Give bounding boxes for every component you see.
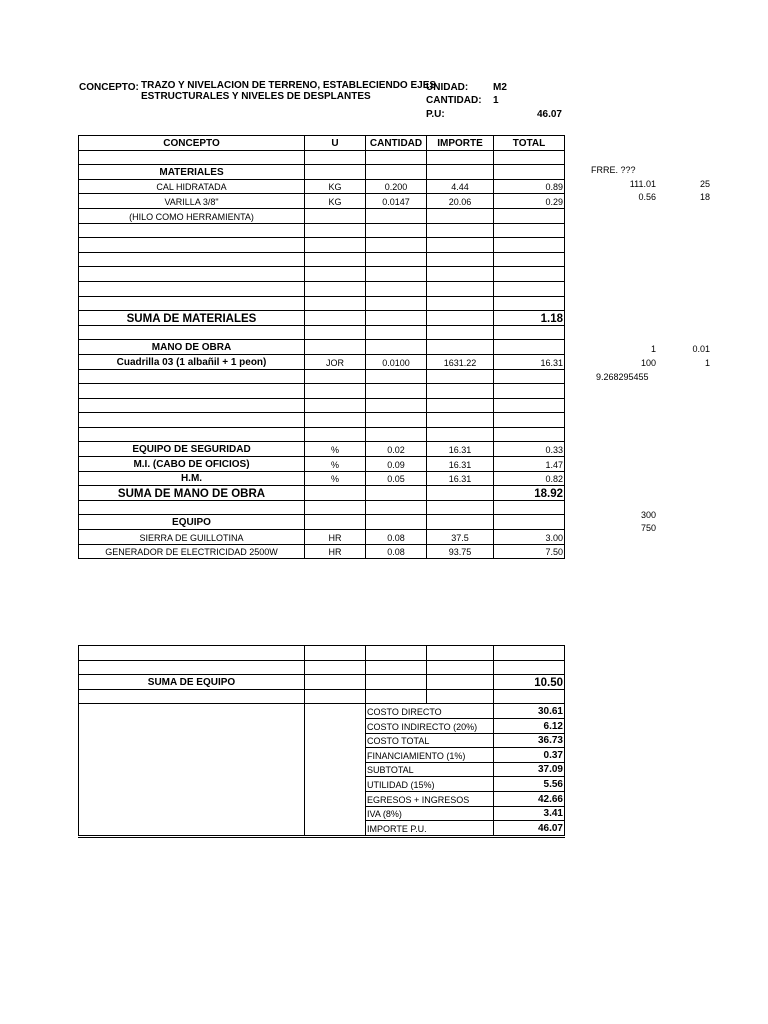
- cell-cantidad: 0.09: [366, 457, 427, 472]
- col-header-cantidad: CANTIDAD: [366, 136, 427, 151]
- side-note-frre: FRRE. ???: [591, 165, 636, 175]
- cell-cantidad: 0.05: [366, 471, 427, 486]
- side-note: 25: [699, 179, 710, 189]
- table-row: [79, 252, 565, 267]
- cell-total: 0.89: [494, 179, 565, 194]
- summary-row: [79, 704, 565, 719]
- suma-materiales-value: 1.18: [494, 311, 565, 326]
- suma-materiales-row: [79, 311, 565, 326]
- pu-value: 46.07: [536, 109, 562, 120]
- table-row: [79, 471, 565, 486]
- side-note: 300: [640, 510, 656, 520]
- unidad-label: UNIDAD:: [426, 82, 469, 93]
- cell-concepto: Cuadrilla 03 (1 albañil + 1 peon): [79, 354, 305, 369]
- table-row: [79, 281, 565, 296]
- cell-total: 7.50: [494, 544, 565, 559]
- cell-importe: 37.5: [427, 530, 494, 545]
- suma-equipo-row: [79, 675, 565, 690]
- suma-mano-obra-value: 18.92: [494, 486, 565, 501]
- side-note: 750: [640, 523, 656, 533]
- summary-value: 3.41: [494, 806, 565, 821]
- cell-u: %: [305, 457, 366, 472]
- summary-value: 30.61: [494, 704, 565, 719]
- cell-total: 3.00: [494, 530, 565, 545]
- summary-value: 36.73: [494, 733, 565, 748]
- table-row: [79, 398, 565, 413]
- table-row: [79, 223, 565, 238]
- cell-importe: 4.44: [427, 179, 494, 194]
- side-note: 9.268295455: [596, 372, 649, 382]
- summary-row: [79, 733, 565, 748]
- cell-cantidad: 0.0100: [366, 354, 427, 369]
- summary-row: [79, 821, 565, 837]
- table-row: [79, 238, 565, 253]
- summary-label: IVA (8%): [366, 806, 494, 821]
- table-row: [79, 544, 565, 559]
- cell-u: HR: [305, 530, 366, 545]
- cell-concepto: EQUIPO DE SEGURIDAD: [79, 442, 305, 457]
- summary-table: [78, 645, 565, 838]
- table-header-row: [79, 136, 565, 151]
- col-header-importe: IMPORTE: [427, 136, 494, 151]
- table-row: [79, 500, 565, 515]
- summary-label: SUBTOTAL: [366, 762, 494, 777]
- unidad-value: M2: [493, 82, 507, 93]
- table-row: [79, 325, 565, 340]
- summary-label: COSTO TOTAL: [366, 733, 494, 748]
- cell-total: 16.31: [494, 354, 565, 369]
- table-row: [79, 413, 565, 428]
- suma-equipo-value: 10.50: [494, 675, 565, 690]
- summary-value: 6.12: [494, 718, 565, 733]
- table-row: [79, 354, 565, 369]
- cell-concepto: CAL HIDRATADA: [79, 179, 305, 194]
- side-note: 100: [640, 358, 656, 368]
- mano-obra-title-row: [79, 340, 565, 355]
- side-note: 1: [650, 344, 656, 354]
- cell-cantidad: 0.0147: [366, 194, 427, 209]
- summary-row: [79, 777, 565, 792]
- col-header-total: TOTAL: [494, 136, 565, 151]
- summary-row: [79, 791, 565, 806]
- cell-u: %: [305, 471, 366, 486]
- section-title-equipo: EQUIPO: [79, 515, 305, 530]
- summary-label: FINANCIAMIENTO (1%): [366, 748, 494, 763]
- summary-value: 5.56: [494, 777, 565, 792]
- table-row: [79, 296, 565, 311]
- summary-value: 42.66: [494, 791, 565, 806]
- suma-mano-obra-row: [79, 486, 565, 501]
- cell-concepto: GENERADOR DE ELECTRICIDAD 2500W: [79, 544, 305, 559]
- cell-cantidad: 0.02: [366, 442, 427, 457]
- cell-total: 0.29: [494, 194, 565, 209]
- cell-u: JOR: [305, 354, 366, 369]
- suma-equipo-label: SUMA DE EQUIPO: [79, 675, 305, 690]
- table-row: [79, 427, 565, 442]
- section-title-materiales: MATERIALES: [79, 165, 305, 180]
- suma-materiales-label: SUMA DE MATERIALES: [79, 311, 305, 326]
- summary-label: COSTO INDIRECTO (20%): [366, 718, 494, 733]
- cell-total: 1.47: [494, 457, 565, 472]
- cell-importe: 16.31: [427, 442, 494, 457]
- cell-concepto: M.I. (CABO DE OFICIOS): [79, 457, 305, 472]
- side-note: 18: [699, 192, 710, 202]
- cell-cantidad: 0.08: [366, 530, 427, 545]
- section-title-mano-obra: MANO DE OBRA: [79, 340, 305, 355]
- table-row: [79, 369, 565, 384]
- table-row: [79, 646, 565, 661]
- summary-value: 37.09: [494, 762, 565, 777]
- table-row: [79, 208, 565, 223]
- table-row: [79, 689, 565, 704]
- cell-u: KG: [305, 194, 366, 209]
- cell-u: KG: [305, 179, 366, 194]
- summary-label: UTILIDAD (15%): [366, 777, 494, 792]
- summary-label: COSTO DIRECTO: [366, 704, 494, 719]
- table-row: [79, 150, 565, 165]
- side-note: 111.01: [629, 179, 656, 189]
- cell-concepto: SIERRA DE GUILLOTINA: [79, 530, 305, 545]
- cell-total: 0.33: [494, 442, 565, 457]
- cell-u: %: [305, 442, 366, 457]
- summary-label: IMPORTE P.U.: [366, 821, 494, 837]
- pu-label: P.U:: [426, 109, 445, 120]
- equipo-title-row: [79, 515, 565, 530]
- col-header-concepto: CONCEPTO: [79, 136, 305, 151]
- col-header-u: U: [305, 136, 366, 151]
- concepto-text-line2: ESTRUCTURALES Y NIVELES DE DESPLANTES: [141, 91, 371, 102]
- cell-concepto: H.M.: [79, 471, 305, 486]
- cell-importe: 16.31: [427, 471, 494, 486]
- summary-row: [79, 748, 565, 763]
- summary-value: 0.37: [494, 748, 565, 763]
- cell-total: 0.82: [494, 471, 565, 486]
- summary-row: [79, 718, 565, 733]
- concepto-label: CONCEPTO:: [79, 82, 139, 93]
- cell-concepto: VARILLA 3/8": [79, 194, 305, 209]
- table-row: [79, 194, 565, 209]
- cell-importe: 16.31: [427, 457, 494, 472]
- cell-concepto: (HILO COMO HERRAMIENTA): [79, 208, 305, 223]
- table-row: [79, 457, 565, 472]
- side-note: 1: [704, 358, 710, 368]
- cell-importe: 93.75: [427, 544, 494, 559]
- cantidad-value: 1: [493, 95, 499, 106]
- table-row: [79, 660, 565, 675]
- summary-row: [79, 762, 565, 777]
- summary-label: EGRESOS + INGRESOS: [366, 791, 494, 806]
- cell-u: HR: [305, 544, 366, 559]
- table-row: [79, 384, 565, 399]
- cell-importe: 1631.22: [427, 354, 494, 369]
- suma-mano-obra-label: SUMA DE MANO DE OBRA: [79, 486, 305, 501]
- cell-importe: 20.06: [427, 194, 494, 209]
- summary-value: 46.07: [494, 821, 565, 837]
- main-cost-table: [78, 135, 565, 559]
- concepto-text-line1: TRAZO Y NIVELACION DE TERRENO, ESTABLECIENDO EJES: [141, 80, 437, 91]
- table-row: [79, 179, 565, 194]
- side-note: 0.01: [692, 344, 710, 354]
- table-row: [79, 442, 565, 457]
- cantidad-label: CANTIDAD:: [426, 95, 482, 106]
- side-note: 0.56: [638, 192, 656, 202]
- table-row: [79, 530, 565, 545]
- cell-cantidad: 0.200: [366, 179, 427, 194]
- materiales-title-row: [79, 165, 565, 180]
- table-row: [79, 267, 565, 282]
- summary-row: [79, 806, 565, 821]
- cell-cantidad: 0.08: [366, 544, 427, 559]
